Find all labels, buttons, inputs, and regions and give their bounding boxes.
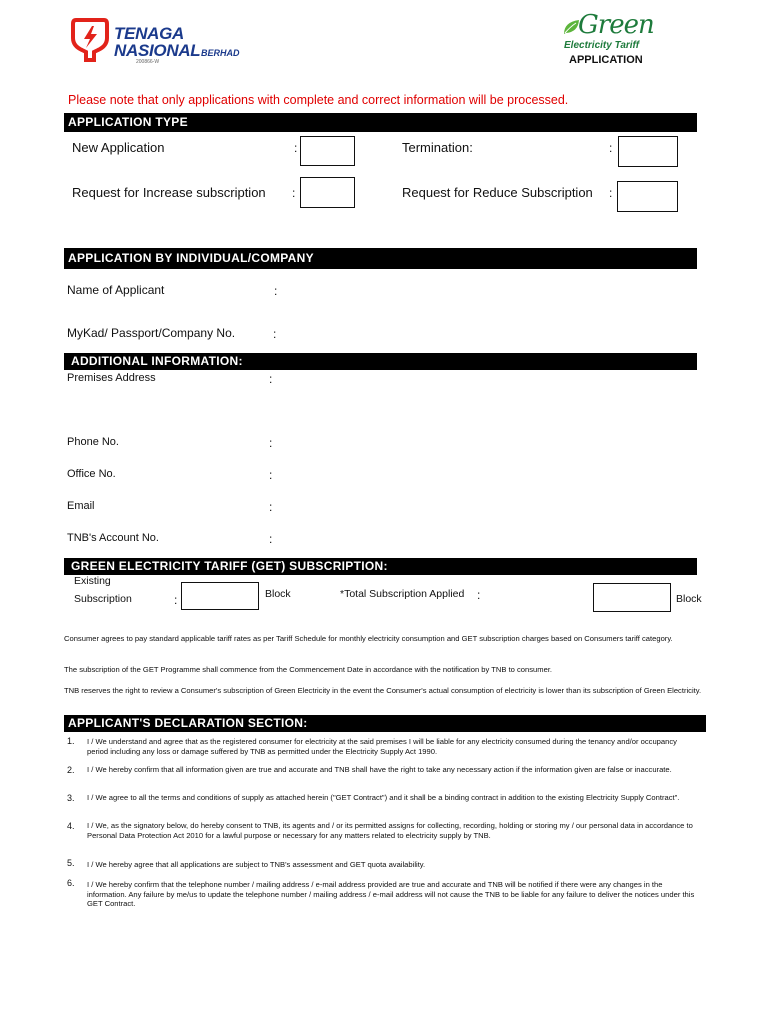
new-application-label: New Application [72, 140, 165, 155]
green-tariff-sub: Electricity Tariff [564, 40, 640, 51]
email-label: Email [67, 500, 95, 512]
existing-subscription-label-2: Subscription [74, 593, 132, 605]
premises-address-field[interactable] [280, 370, 694, 420]
tnb-logo [70, 16, 250, 66]
declaration-number: 6. [67, 878, 75, 888]
declaration-item-1: I / We understand and agree that as the registered consumer for electricity at the said premises I will be liable for any electricity consumed during the tenancy and/or occupancy period including any loss or damage suffered by TNB as permitted under the Electricity Supply Act 1990. [87, 737, 677, 756]
existing-subscription-field[interactable] [181, 582, 259, 610]
colon: : [274, 284, 278, 298]
declaration-item-2: I / We hereby confirm that all information given are true and accurate and TNB shall have the right to take any necessary action if the information given are false or inaccurate. [87, 765, 672, 774]
tnb-logo-regno: 200866-W [136, 59, 160, 65]
section-additional-info: ADDITIONAL INFORMATION: [64, 353, 697, 370]
id-number-field[interactable] [284, 323, 694, 343]
green-tariff-logo [560, 10, 680, 56]
colon: : [269, 436, 273, 450]
phone-label: Phone No. [67, 436, 119, 448]
declaration-number: 1. [67, 736, 75, 746]
account-number-label: TNB's Account No. [67, 532, 159, 544]
reduce-checkbox[interactable] [617, 181, 678, 212]
colon: : [269, 468, 273, 482]
phone-field[interactable] [280, 432, 694, 450]
existing-block-unit: Block [265, 588, 291, 600]
total-block-unit: Block [676, 593, 702, 605]
total-subscription-label: *Total Subscription Applied [340, 588, 465, 600]
declaration-item-4: I / We, as the signatory below, do hereby consent to TNB, its agents and / or its permitted assigns for collecting, recording, holding or storing my / our personal data in accordance to Personal Data Protection Act 2010 for a lawful purpose or necessary for any matters related to electricity supply by TNB. [87, 821, 693, 840]
colon: : [269, 372, 273, 386]
terms-paragraph-1: Consumer agrees to pay standard applicable tariff rates as per Tariff Schedule for monthly electricity consumption and GET subscription charges based on Consumers tariff category. [64, 634, 673, 643]
tnb-logo-line1: TENAGA [114, 24, 184, 43]
declaration-item-3: I / We agree to all the terms and conditions of supply as attached herein ("GET Contract") and it shall be a binding contract in addition to the existing Electricity Supply Contract". [87, 793, 680, 802]
office-label: Office No. [67, 468, 116, 480]
office-field[interactable] [280, 464, 694, 482]
email-field[interactable] [280, 496, 694, 514]
existing-subscription-label-1: Existing [74, 575, 111, 587]
terms-paragraph-3: TNB reserves the right to review a Consumer's subscription of Green Electricity in the event the Consumer's actual consumption of electricity is lower than its subscription of Green Electricity. [64, 686, 702, 695]
premises-address-label: Premises Address [67, 372, 156, 384]
applicant-name-field[interactable] [284, 280, 694, 300]
increase-label: Request for Increase subscription [72, 185, 266, 200]
green-tariff-word: Green [578, 10, 654, 40]
termination-checkbox[interactable] [618, 136, 678, 167]
new-application-checkbox[interactable] [300, 136, 355, 166]
declaration-item-6: I / We hereby confirm that the telephone number / mailing address / e-mail address provided are true and accurate and TNB will be notified if there were any changes in the information. Any failure by me/us to update the telephone number / mailing address / e-mail address will not cause the TNB to be liable for any failure to deliver the notices under this GET Contract. [87, 880, 695, 908]
tnb-emblem-icon [70, 16, 110, 64]
colon: : [294, 141, 298, 155]
colon: : [609, 186, 613, 200]
colon: : [174, 593, 178, 607]
section-declaration: APPLICANT'S DECLARATION SECTION: [64, 715, 706, 732]
notice-text: Please note that only applications with complete and correct information will be processed. [68, 93, 569, 107]
section-application-type: APPLICATION TYPE [64, 113, 697, 132]
id-number-label: MyKad/ Passport/Company No. [67, 326, 236, 340]
tnb-logo-line2: NASIONAL [114, 41, 201, 60]
declaration-number: 2. [67, 765, 75, 775]
declaration-number: 5. [67, 858, 75, 868]
colon: : [269, 532, 273, 546]
declaration-number: 4. [67, 821, 75, 831]
section-applicant: APPLICATION BY INDIVIDUAL/COMPANY [64, 248, 697, 269]
total-subscription-field[interactable] [593, 583, 671, 612]
colon: : [269, 500, 273, 514]
increase-checkbox[interactable] [300, 177, 355, 208]
colon: : [477, 588, 481, 602]
colon: : [292, 186, 296, 200]
account-number-field[interactable] [280, 528, 694, 546]
applicant-name-label: Name of Applicant [67, 283, 165, 297]
tnb-logo-line3: BERHAD [201, 48, 240, 58]
section-get-subscription: GREEN ELECTRICITY TARIFF (GET) SUBSCRIPTION: [64, 558, 697, 575]
colon: : [609, 141, 613, 155]
page-title: APPLICATION [569, 54, 643, 66]
colon: : [273, 327, 277, 341]
terms-paragraph-2: The subscription of the GET Programme shall commence from the Commencement Date in accordance with the notification by TNB to consumer. [64, 665, 553, 674]
reduce-label: Request for Reduce Subscription [402, 185, 593, 200]
termination-label: Termination: [402, 140, 473, 155]
declaration-item-5: I / We hereby agree that all applications are subject to TNB's assessment and GET quota availability. [87, 860, 426, 869]
declaration-number: 3. [67, 793, 75, 803]
